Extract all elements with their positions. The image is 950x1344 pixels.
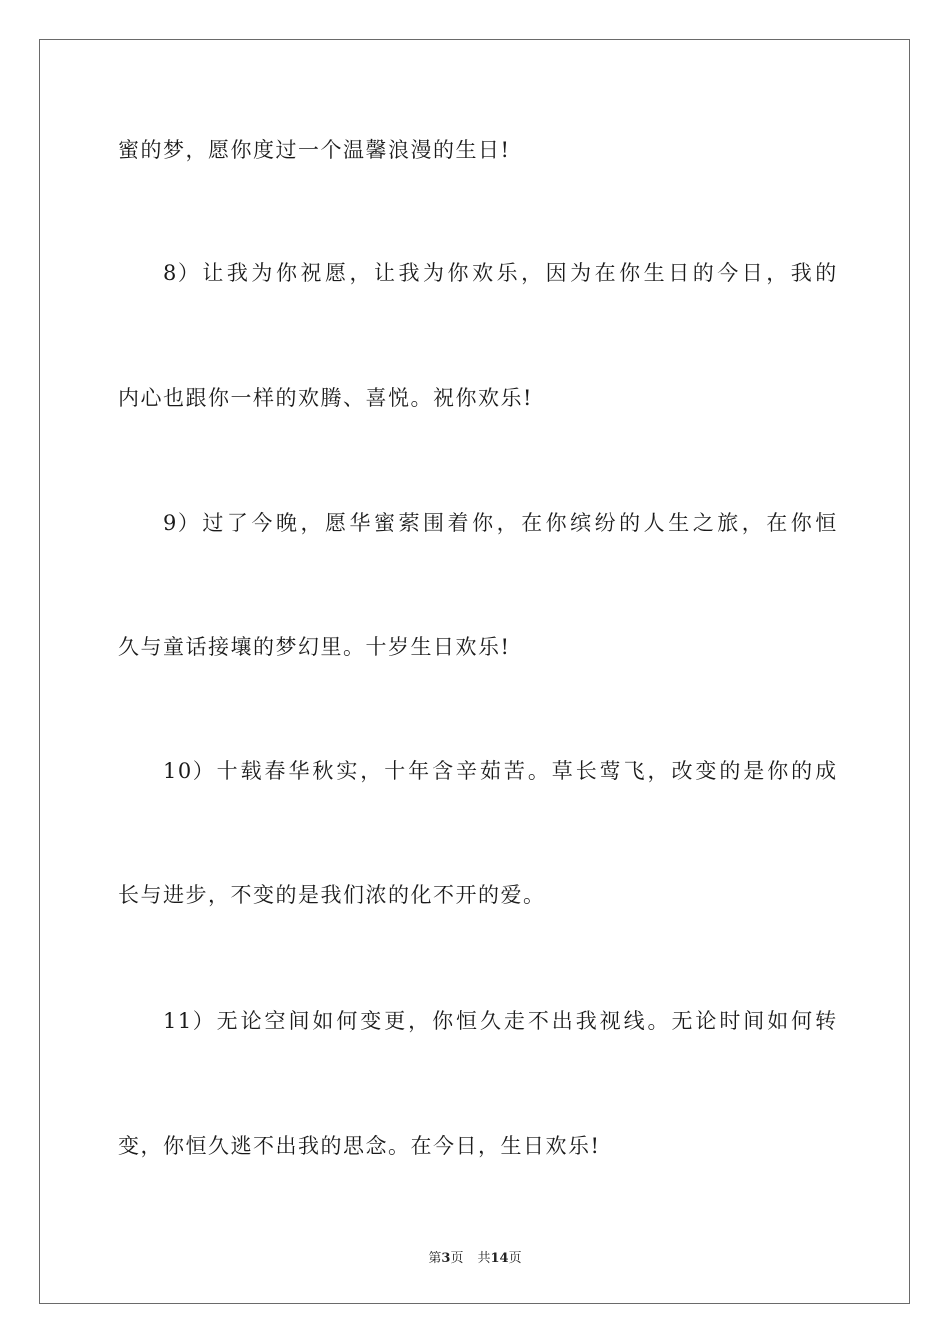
text-line-4: 9） 过 了 今 晚 ， 愿 华 蜜 萦 围 着 你 ， 在 你 缤 纷 的 人 生 之 旅 ， 在 你 恒: [163, 511, 838, 535]
text-line-9: 变，你恒久逃不出我的思念。在今日，生日欢乐!: [118, 1134, 601, 1158]
total-suffix: 页: [508, 1251, 522, 1266]
total-pages: 14: [490, 1251, 509, 1266]
text-line-3: 内心也跟你一样的欢腾、喜悦。祝你欢乐!: [118, 386, 533, 410]
text-line-7: 长与进步，不变的是我们浓的化不开的爱。: [118, 883, 546, 907]
page-suffix: 页: [450, 1251, 464, 1266]
total-prefix: 共: [477, 1251, 491, 1266]
text-line-6: 10） 十 载 春 华 秋 实 ， 十 年 含 辛 茹 苦 。 草 长 莺 飞 ， 改 变 的 是 你 的 成: [163, 759, 838, 783]
text-line-8: 11） 无 论 空 间 如 何 变 更 ， 你 恒 久 走 不 出 我 视 线 。 无 论 时 间 如 何 转: [163, 1009, 838, 1033]
text-line-1: 蜜的梦，愿你度过一个温馨浪漫的生日!: [118, 138, 511, 162]
page-footer: [0, 1247, 950, 1266]
page-number: 3: [441, 1251, 451, 1266]
text-line-5: 久与童话接壤的梦幻里。十岁生日欢乐!: [118, 635, 511, 659]
text-line-2: 8） 让 我 为 你 祝 愿 ， 让 我 为 你 欢 乐 ， 因 为 在 你 生 日 的 今 日 ， 我 的: [163, 261, 838, 285]
page-frame: [39, 39, 910, 1304]
page-prefix: 第: [428, 1251, 442, 1266]
